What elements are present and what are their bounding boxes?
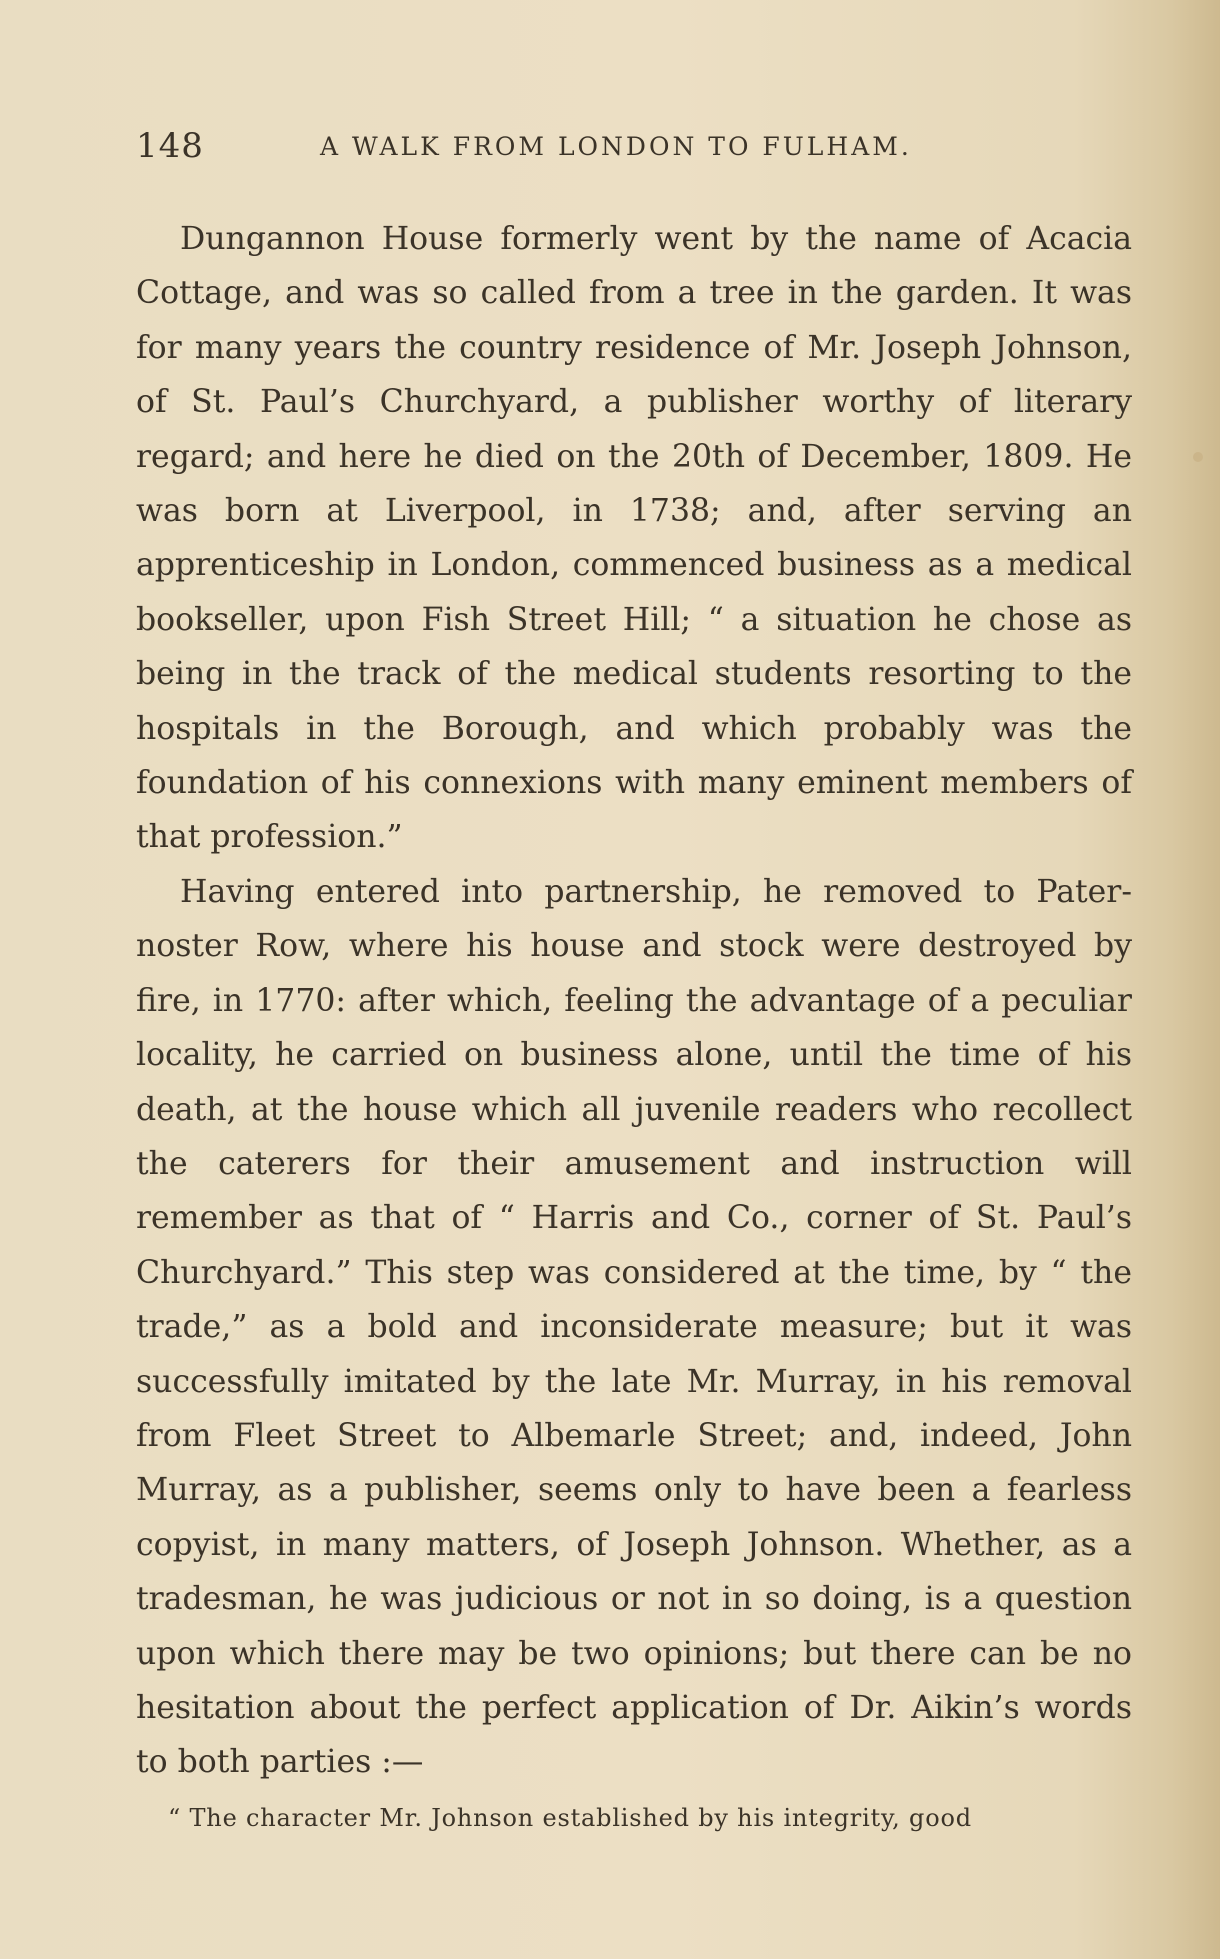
body-text [136,212,1132,1838]
paragraph-dungannon-house: Dungannon House formerly went by the name of Acacia Cottage, and was so called from a tree in the garden. It was for many years the country residence of Mr. Joseph Johnson, of St. Paul’s Churchyard, a publisher worthy of literary regard; and here he died on the 20th of December, 1809. He was born at Liverpool, in 1738; and, after serving an apprenticeship in London, commenced business as a medical bookseller, upon Fish Street Hill; “ a situation he chose as being in the track of the medical students resorting to the hospitals in the Borough, and which probably was the foundation of his connexions with many eminent members of that profession.” [136,221,1132,856]
margin-spot [1193,452,1203,462]
block-quote: “ The character Mr. Johnson established by his integrity, good [168,1803,972,1832]
page-header [136,126,1136,166]
running-title: A WALK FROM LONDON TO FULHAM. [320,132,912,161]
page-number: 148 [136,126,204,166]
paragraph-partnership: Having entered into partnership, he removed to Paternoster Row, where his house and stock were destroyed by fire, in 1770: after which, feeling the advantage of a peculiar locality, he carried on business alone, until the time of his death, at the house which all juvenile readers who recollect the caterers for their amusement and instruction will remember as that of “ Harris and Co., corner of St. Paul’s Churchyard.” This step was considered at the time, by “ the trade,” as a bold and inconsiderate measure; but it was successfully imitated by the late Mr. Murray, in his removal from Fleet Street to Albemarle Street; and, indeed, John Murray, as a publisher, seems only to have been a fearless copyist, in many matters, of Joseph Johnson. Whether, as a tradesman, he was judicious or not in so doing, is a question upon which there may be two opinions; but there can be no hesitation about the perfect application of Dr. Aikin’s words to both parties :— [136,873,1132,1781]
